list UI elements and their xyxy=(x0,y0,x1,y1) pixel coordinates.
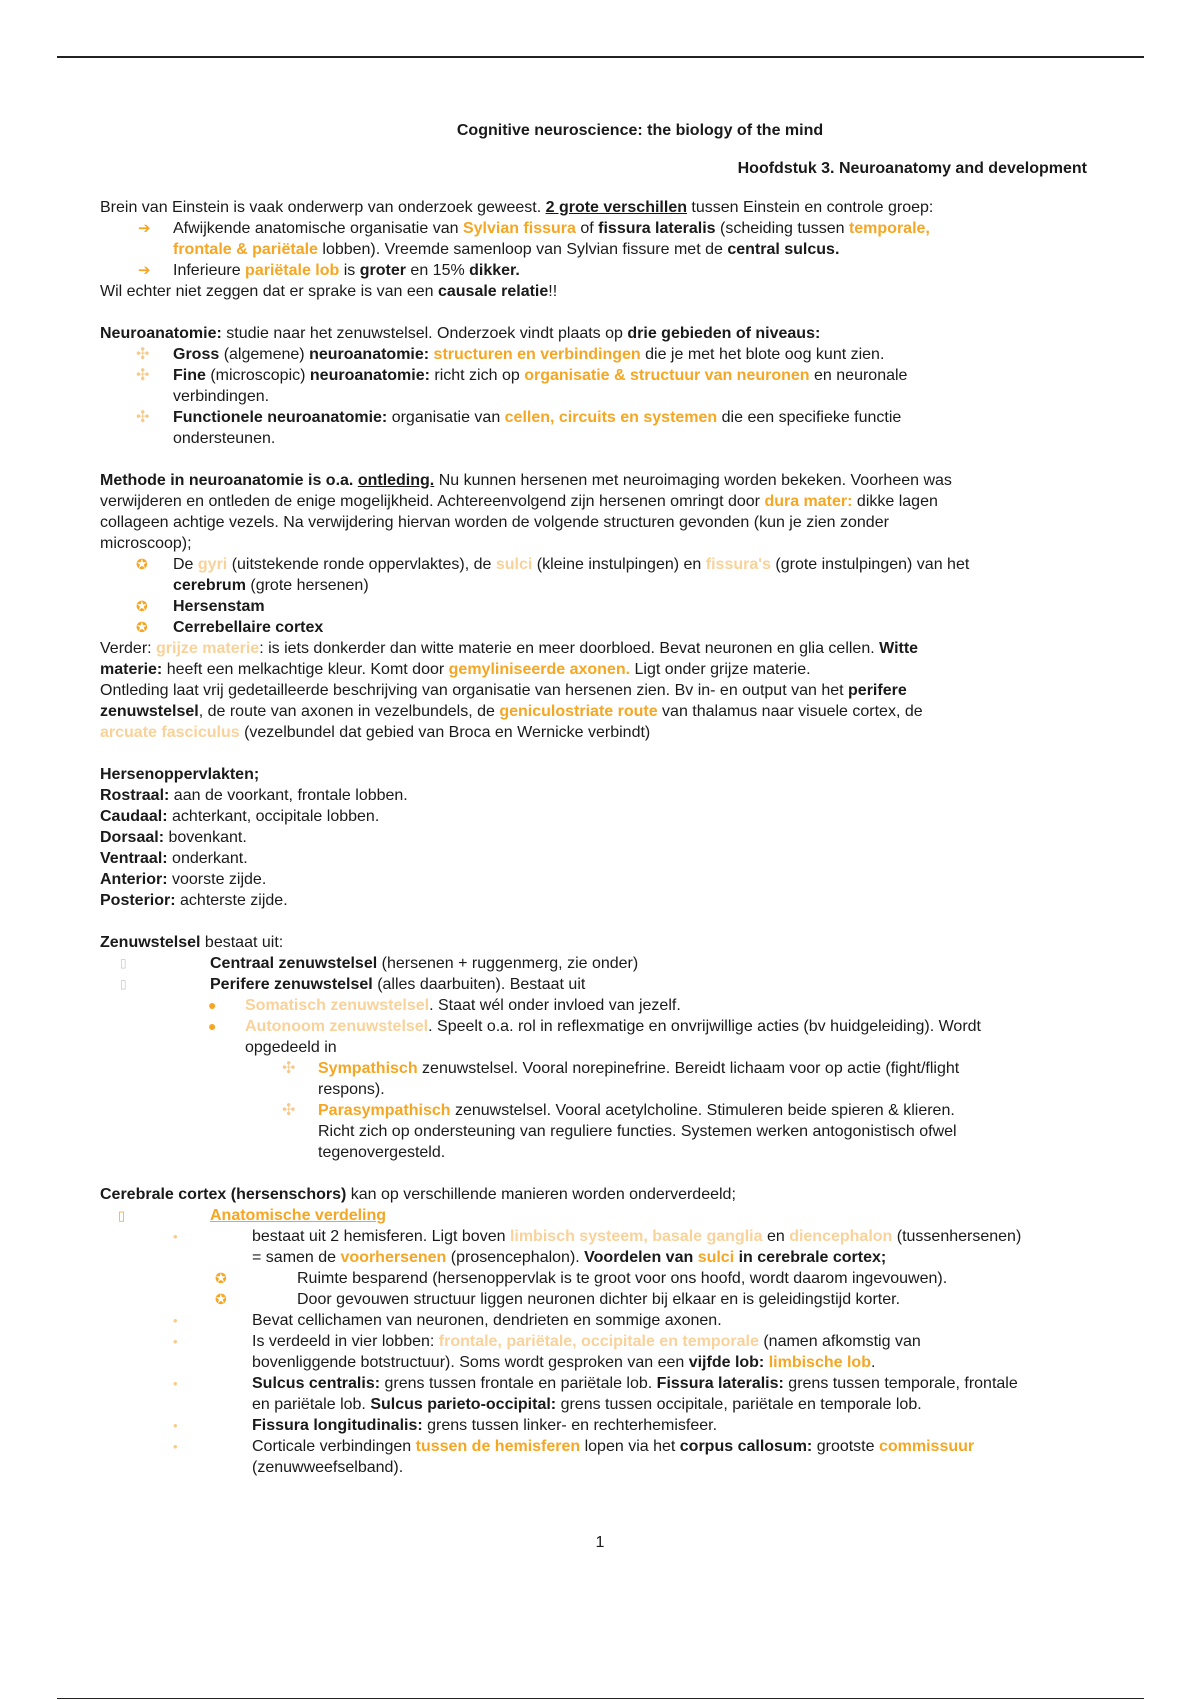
dissection-paragraph: Ontleding laat vrij gedetailleerde beschrijving van organisatie van hersenen zien. Bv in- en output van het perifere zenuwstelsel, de route van axonen in vezelbundels, de geniculostriate route van thalamus naar visuele cortex, de arcuate fasciculus (vezelbundel dat gebied van Broca en Wernicke verbindt) xyxy=(100,682,923,741)
list-item: ✣ Sympathisch zenuwstelsel. Vooral norepinefrine. Bereidt lichaam voor op actie (fight/flight respons). xyxy=(282,1060,960,1098)
footer-rule xyxy=(57,1698,1144,1699)
method-paragraph: Methode in neuroanatomie is o.a. ontleding. Nu kunnen hersenen met neuroimaging worden bekeken. Voorheen was verwijderen en ontleden de enige mogelijkheid. Achtereenvolgend zijn hersenen omringt door dura mater: dikke lagen collageen achtige vezels. Na verwijdering hiervan worden de volgende structuren gevonden (kun je zien zonder microscoop); xyxy=(100,472,952,552)
dot-bullet-icon: • xyxy=(173,1376,178,1391)
list-item: ➔ Afwijkende anatomische organisatie van Sylvian fissura of fissura lateralis (scheiding tussen temporale, frontale & pariëtale lobben). Vreemde samenloop van Sylvian fissure met de central sulcus. xyxy=(138,220,930,258)
list-item: Caudaal: achterkant, occipitale lobben. xyxy=(100,808,380,825)
dot-bullet-icon: • xyxy=(173,1229,178,1244)
list-item: ✣ Functionele neuroanatomie: organisatie van cellen, circuits en systemen die een specifieke functie ondersteunen. xyxy=(136,409,902,447)
list-item: Ventraal: onderkant. xyxy=(100,850,248,867)
plus-bullet-icon: ✣ xyxy=(136,346,150,363)
list-item: ● Somatisch zenuwstelsel. Staat wél onder invloed van jezelf. xyxy=(208,997,681,1014)
list-item: Anterior: voorste zijde. xyxy=(100,871,267,888)
nervous-system-section xyxy=(100,932,1100,1163)
list-item: ✪ De gyri (uitstekende ronde oppervlaktes), de sulci (kleine instulpingen) en fissura's (grote instulpingen) van het cerebrum (grote hersenen) xyxy=(136,556,970,594)
list-item: ▯ Perifere zenuwstelsel (alles daarbuiten). Bestaat uit xyxy=(120,976,586,993)
header-rule xyxy=(57,56,1144,58)
list-item: • Is verdeeld in vier lobben: frontale, pariëtale, occipitale en temporale (namen afkomstig van bovenliggende botstructuur). Soms wordt gesproken van een vijfde lob: limbische lob. xyxy=(173,1333,921,1371)
circle-bullet-icon: ✪ xyxy=(136,619,148,635)
circle-bullet-icon: ✪ xyxy=(136,556,148,572)
einstein-conclusion: Wil echter niet zeggen dat er sprake is van een causale relatie!! xyxy=(100,283,558,300)
cortex-intro: Cerebrale cortex (hersenschors) kan op verschillende manieren worden onderverdeeld; xyxy=(100,1186,736,1203)
list-item: Rostraal: aan de voorkant, frontale lobben. xyxy=(100,787,408,804)
list-item: ✪ Door gevouwen structuur liggen neuronen dichter bij elkaar en is geleidingstijd korter. xyxy=(215,1291,901,1308)
list-item: Posterior: achterste zijde. xyxy=(100,892,288,909)
list-item: ✣ Gross (algemene) neuroanatomie: structuren en verbindingen die je met het blote oog kunt zien. xyxy=(136,346,885,363)
circle-bullet-icon: ✪ xyxy=(215,1291,227,1307)
square-bullet-icon: ▯ xyxy=(118,1208,126,1223)
einstein-section xyxy=(100,197,1100,302)
list-item: • Sulcus centralis: grens tussen frontale en pariëtale lob. Fissura lateralis: grens tussen temporale, frontale en pariëtale lob. Sulcus parieto-occipital: grens tussen occipitale, pariëtale en temporale lob. xyxy=(173,1375,1018,1413)
dot-bullet-icon: • xyxy=(173,1439,178,1454)
nervous-system-intro: Zenuwstelsel bestaat uit: xyxy=(100,934,284,951)
einstein-intro: Brein van Einstein is vaak onderwerp van onderzoek geweest. 2 grote verschillen tussen Einstein en controle groep: xyxy=(100,199,934,216)
list-item: • Corticale verbindingen tussen de hemisferen lopen via het corpus callosum: grootste commissuur (zenuwweefselband). xyxy=(173,1438,975,1476)
list-item: ● Autonoom zenuwstelsel. Speelt o.a. rol in reflexmatige en onvrijwillige acties (bv huidgeleiding). Wordt opgedeeld in xyxy=(208,1018,981,1056)
arrow-bullet-icon: ➔ xyxy=(138,220,151,237)
list-item: • Fissura longitudinalis: grens tussen linker- en rechterhemisfeer. xyxy=(173,1417,718,1434)
surfaces-section xyxy=(100,764,1100,911)
neuroanatomy-section xyxy=(100,323,1100,449)
list-item: ✪ Cerrebellaire cortex xyxy=(136,619,324,636)
circle-bullet-icon: ✪ xyxy=(215,1270,227,1286)
plus-bullet-icon: ✣ xyxy=(136,367,150,384)
matter-paragraph: Verder: grijze materie: is iets donkerder dan witte materie en meer doorbloed. Bevat neuronen en glia cellen. Witte materie: heeft een melkachtige kleur. Komt door gemyliniseerde axonen. Ligt onder grijze materie. xyxy=(100,640,919,678)
surfaces-heading: Hersenoppervlakten; xyxy=(100,766,260,783)
cortex-section xyxy=(100,1184,1100,1478)
dot-bullet-icon: • xyxy=(173,1313,178,1328)
list-item: ✪ Ruimte besparend (hersenoppervlak is te groot voor ons hoofd, wordt daarom ingevouwen). xyxy=(215,1270,948,1287)
neuroanatomy-intro: Neuroanatomie: studie naar het zenuwstelsel. Onderzoek vindt plaats op drie gebieden of niveaus: xyxy=(100,325,821,342)
square-bullet-icon: ▯ xyxy=(120,956,127,970)
list-item: ✪ Hersenstam xyxy=(136,598,265,615)
dot-bullet-icon: ● xyxy=(208,997,217,1013)
page-number: 1 xyxy=(595,1534,605,1551)
list-item: • bestaat uit 2 hemisferen. Ligt boven limbisch systeem, basale ganglia en diencephalon (tussenhersenen) = samen de voorhersenen (prosencephalon). Voordelen van sulci in cerebrale cortex; xyxy=(173,1228,1022,1266)
document-page xyxy=(100,120,1100,1478)
list-item: ▯ Anatomische verdeling xyxy=(118,1207,387,1224)
chapter-heading: Hoofdstuk 3. Neuroanatomy and development xyxy=(737,160,1087,177)
plus-bullet-icon: ✣ xyxy=(282,1102,296,1119)
dot-bullet-icon: • xyxy=(173,1418,178,1433)
list-item: • Bevat cellichamen van neuronen, dendrieten en sommige axonen. xyxy=(173,1312,722,1329)
list-item: ✣ Fine (microscopic) neuroanatomie: richt zich op organisatie & structuur van neuronen en neuronale verbindingen. xyxy=(136,367,908,405)
list-item: ✣ Parasympathisch zenuwstelsel. Vooral acetylcholine. Stimuleren beide spieren & klieren. Richt zich op ondersteuning van reguliere functies. Systemen werken antogonistisch ofwel tegenovergesteld. xyxy=(282,1102,957,1161)
arrow-bullet-icon: ➔ xyxy=(138,262,151,279)
plus-bullet-icon: ✣ xyxy=(282,1060,296,1077)
dot-bullet-icon: ● xyxy=(208,1018,217,1034)
list-item: ▯ Centraal zenuwstelsel (hersenen + ruggenmerg, zie onder) xyxy=(120,955,639,972)
dot-bullet-icon: • xyxy=(173,1334,178,1349)
square-bullet-icon: ▯ xyxy=(120,977,127,991)
method-section xyxy=(100,470,1100,743)
document-title: Cognitive neuroscience: the biology of the mind xyxy=(456,122,824,139)
list-item: Dorsaal: bovenkant. xyxy=(100,829,247,846)
plus-bullet-icon: ✣ xyxy=(136,409,150,426)
list-item: ➔ Inferieure pariëtale lob is groter en 15% dikker. xyxy=(138,262,520,279)
circle-bullet-icon: ✪ xyxy=(136,598,148,614)
